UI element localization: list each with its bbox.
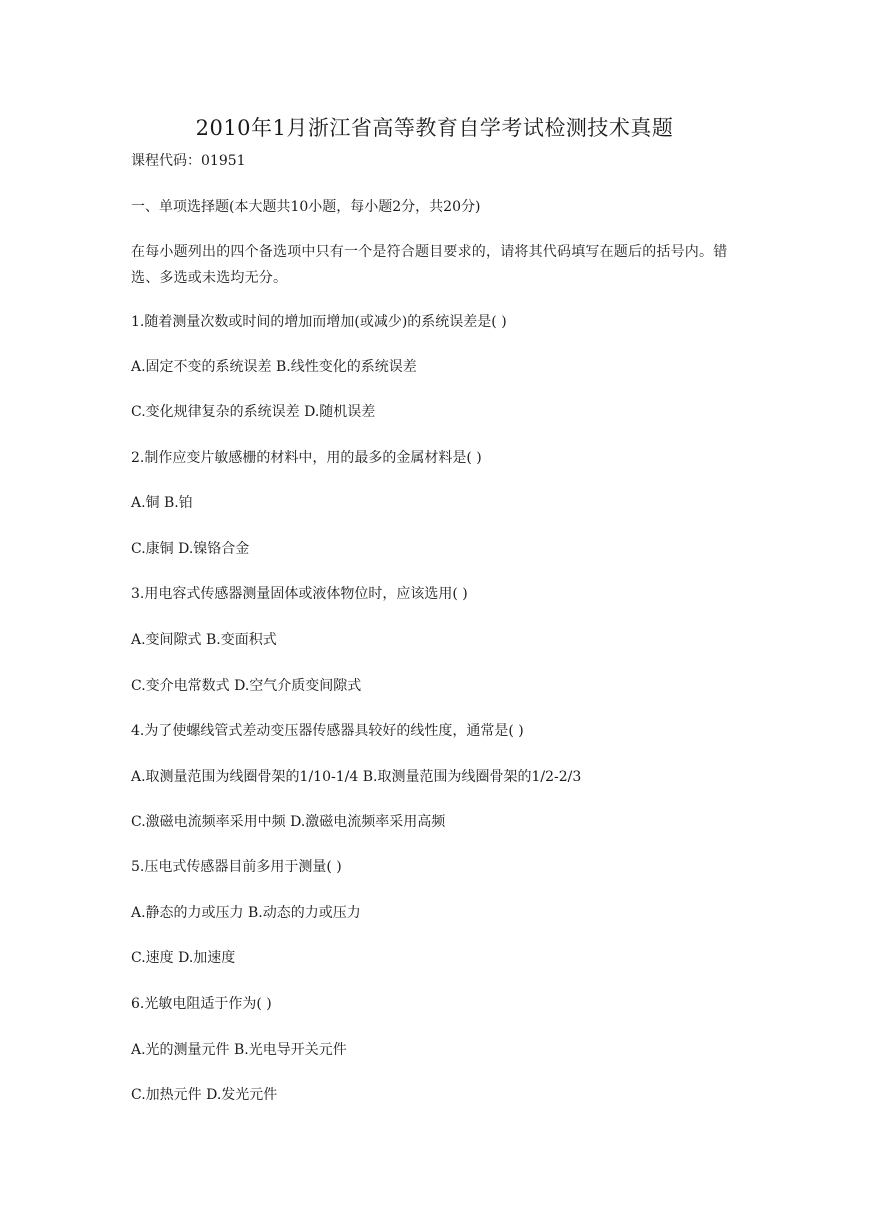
question-options: A.取测量范围为线圈骨架的1/10-1/4 B.取测量范围为线圈骨架的1/2-2/3 [131,769,582,785]
question-options: A.铜 B.铂 [131,495,193,511]
question-options: C.康铜 D.镍铬合金 [131,541,250,557]
question-options: C.激磁电流频率采用中频 D.激磁电流频率采用高频 [131,814,446,830]
question-stem: 5.压电式传感器目前多用于测量( ) [131,859,342,875]
question-options: A.变间隙式 B.变面积式 [131,632,277,648]
question-options: C.速度 D.加速度 [131,950,236,966]
question-options: C.变化规律复杂的系统误差 D.随机误差 [131,404,376,420]
document-title: 2010年1月浙江省高等教育自学考试检测技术真题 [195,116,674,140]
question-stem: 3.用电容式传感器测量固体或液体物位时，应该选用( ) [131,586,468,602]
question-options: A.光的测量元件 B.光电导开关元件 [131,1042,347,1058]
question-stem: 1.随着测量次数或时间的增加而增加(或减少)的系统误差是( ) [131,314,507,330]
question-options: A.静态的力或压力 B.动态的力或压力 [131,905,361,921]
question-options: C.变介电常数式 D.空气介质变间隙式 [131,678,362,694]
question-stem: 2.制作应变片敏感栅的材料中，用的最多的金属材料是( ) [131,450,482,466]
question-stem: 4.为了使螺线管式差动变压器传感器具较好的线性度，通常是( ) [131,723,524,739]
question-options: A.固定不变的系统误差 B.线性变化的系统误差 [131,359,417,375]
instructions-paragraph: 在每小题列出的四个备选项中只有一个是符合题目要求的，请将其代码填写在题后的括号内。错选、多选或未选均无分。 [131,244,728,286]
question-options: C.加热元件 D.发光元件 [131,1087,278,1103]
question-stem: 6.光敏电阻适于作为( ) [131,996,272,1012]
section-heading: 一、单项选择题(本大题共10小题，每小题2分，共20分) [131,199,481,215]
course-code: 课程代码：01951 [131,153,246,169]
